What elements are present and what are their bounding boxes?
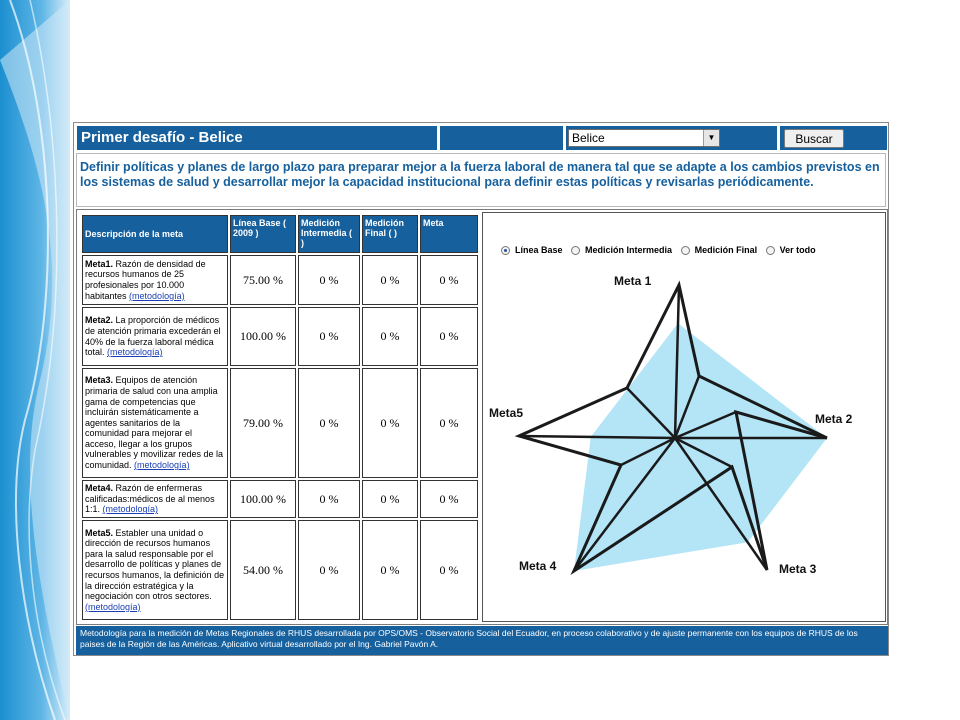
radio-label: Medición Intermedia bbox=[585, 245, 673, 255]
goal-title: Meta4. bbox=[85, 483, 114, 494]
goal-description bbox=[82, 368, 228, 478]
table-row bbox=[82, 255, 478, 305]
final-value: 0 % bbox=[362, 368, 418, 478]
goal-description bbox=[82, 307, 228, 366]
table-row bbox=[82, 480, 478, 518]
axis-label: Meta5 bbox=[489, 406, 524, 420]
radio-dot-icon[interactable] bbox=[571, 246, 580, 255]
chevron-down-icon[interactable]: ▼ bbox=[703, 130, 719, 146]
final-value: 0 % bbox=[362, 480, 418, 518]
intermediate-value: 0 % bbox=[298, 480, 360, 518]
intermediate-value: 0 % bbox=[298, 520, 360, 620]
column-header-baseline: Línea Base ( 2009 ) bbox=[230, 215, 296, 253]
country-select-cell bbox=[565, 125, 778, 151]
radio-intermediate[interactable] bbox=[571, 245, 672, 255]
intermediate-value: 0 % bbox=[298, 307, 360, 366]
series-selector bbox=[501, 245, 822, 255]
radar-chart bbox=[483, 213, 885, 621]
radio-dot-icon[interactable] bbox=[681, 246, 690, 255]
goal-text: Razón de densidad de recursos humanos de 25 profesionales por 10.000 habitantes bbox=[85, 258, 206, 301]
table-row bbox=[82, 368, 478, 478]
axis-label: Meta 4 bbox=[519, 559, 557, 573]
footer-note: Metodología para la medición de Metas Regionales de RHUS desarrollada por OPS/OMS - Observatorio Social del Ecuador, en proceso colaborativo y de ajuste permanente con los equipos de RHUS de los paises de la Región de las Américas. Aplicativo virtual desarrollado por el Ing. Gabriel Pavón A. bbox=[76, 626, 888, 655]
goal-text: Equipos de atención primaria de salud con una amplia gama de competencias que incluirán sistemáticamente a agentes sanitarios de la comunidad para mejorar el acceso, llegar a los grupos vulnerables y movilizar redes de la comunidad. bbox=[85, 375, 224, 471]
radio-dot-icon[interactable] bbox=[766, 246, 775, 255]
final-value: 0 % bbox=[362, 520, 418, 620]
table-row bbox=[82, 520, 478, 620]
goal-title: Meta5. bbox=[85, 527, 114, 538]
goal-value: 0 % bbox=[420, 480, 478, 518]
column-header-description: Descripción de la meta bbox=[82, 215, 228, 253]
intermediate-value: 0 % bbox=[298, 255, 360, 305]
title-bar bbox=[76, 125, 438, 151]
methodology-link[interactable]: (metodología) bbox=[107, 347, 163, 358]
decorative-left-band bbox=[0, 0, 70, 720]
baseline-value: 54.00 % bbox=[230, 520, 296, 620]
goal-value: 0 % bbox=[420, 520, 478, 620]
methodology-link[interactable]: (metodología) bbox=[102, 504, 159, 515]
baseline-value: 100.00 % bbox=[230, 480, 296, 518]
methodology-link[interactable]: (metodología) bbox=[129, 290, 185, 301]
challenge-description: Definir políticas y planes de largo plazo para preparar mejor a la fuerza laboral de manera tal que se adapte a los cambios previstos en los sistemas de salud y desarrollar mejor la capacidad institucional para definir estas políticas y revisarlas periódicamente. bbox=[80, 160, 880, 189]
final-value: 0 % bbox=[362, 255, 418, 305]
goal-title: Meta1. bbox=[85, 258, 114, 269]
goal-title: Meta2. bbox=[85, 315, 114, 326]
series-area-baseline bbox=[574, 323, 827, 571]
goals-table bbox=[80, 213, 480, 622]
goal-text: La proporción de médicos de atención primaria excederán el 40% de la fuerza laboral médica total. bbox=[85, 315, 221, 358]
table-row bbox=[82, 307, 478, 366]
goal-description bbox=[82, 255, 228, 305]
goal-title: Meta3. bbox=[85, 375, 114, 386]
header-spacer bbox=[439, 125, 564, 151]
radio-label: Medición Final bbox=[694, 245, 758, 255]
search-button[interactable]: Buscar bbox=[784, 129, 844, 148]
radio-dot-icon[interactable] bbox=[501, 246, 510, 255]
goal-value: 0 % bbox=[420, 307, 478, 366]
goal-description bbox=[82, 520, 228, 620]
column-header-final: Medición Final ( ) bbox=[362, 215, 418, 253]
column-header-intermediate: Medición Intermedia ( ) bbox=[298, 215, 360, 253]
goals-panel bbox=[73, 122, 889, 656]
methodology-link[interactable]: (metodología) bbox=[134, 460, 190, 471]
content-area bbox=[76, 209, 888, 625]
methodology-link[interactable]: (metodología) bbox=[85, 601, 141, 612]
search-button-cell bbox=[779, 125, 888, 151]
goal-text: Establer una unidad o dirección de recursos humanos para la salud responsable por el desarrollo de políticas y planes de recursos humanos, la definición de la dirección estratégica y la negociación con otros sectores. bbox=[85, 527, 225, 602]
axis-label: Meta 1 bbox=[614, 274, 652, 288]
final-value: 0 % bbox=[362, 307, 418, 366]
table-header-row bbox=[82, 215, 478, 253]
country-select-value: Belice bbox=[572, 131, 605, 145]
challenge-box bbox=[76, 153, 886, 207]
baseline-value: 79.00 % bbox=[230, 368, 296, 478]
baseline-value: 100.00 % bbox=[230, 307, 296, 366]
goal-value: 0 % bbox=[420, 255, 478, 305]
axis-label: Meta 2 bbox=[815, 412, 853, 426]
radio-label: Línea Base bbox=[515, 245, 563, 255]
radio-view-all[interactable] bbox=[766, 245, 816, 255]
intermediate-value: 0 % bbox=[298, 368, 360, 478]
page-title: Primer desafío - Belice bbox=[81, 129, 243, 146]
radar-chart-panel bbox=[482, 212, 886, 622]
goal-description bbox=[82, 480, 228, 518]
baseline-value: 75.00 % bbox=[230, 255, 296, 305]
goal-text: Razón de enfermeras calificadas:médicos de al menos 1:1. bbox=[85, 483, 215, 515]
column-header-goal: Meta bbox=[420, 215, 478, 253]
country-select[interactable] bbox=[568, 129, 720, 147]
radio-final[interactable] bbox=[681, 245, 758, 255]
axis-label: Meta 3 bbox=[779, 562, 817, 576]
radio-baseline[interactable] bbox=[501, 245, 563, 255]
goal-value: 0 % bbox=[420, 368, 478, 478]
radio-label: Ver todo bbox=[779, 245, 816, 255]
